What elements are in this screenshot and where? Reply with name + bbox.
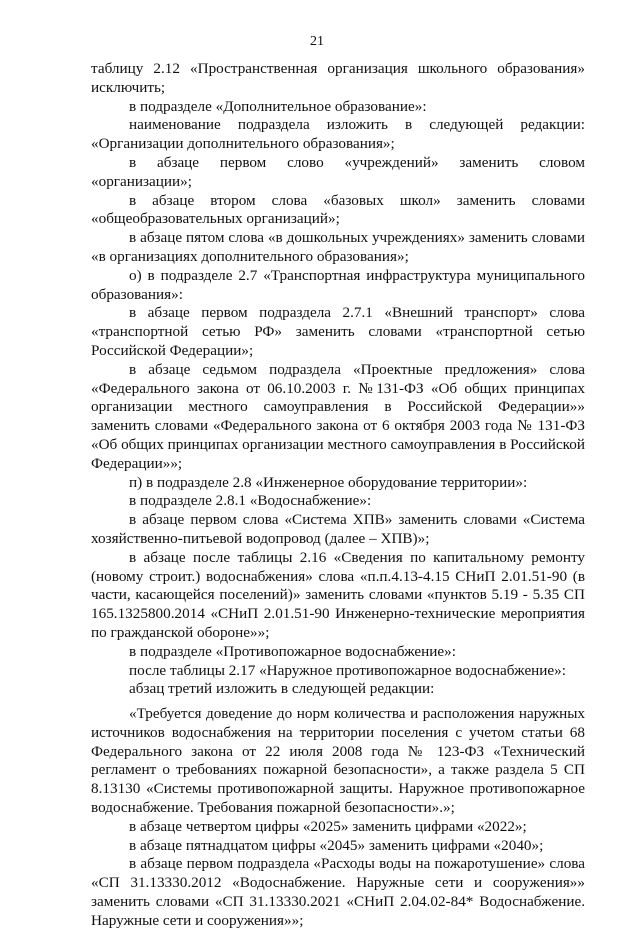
paragraph-quoted-requirement: «Требуется доведение до норм количества и расположения наружных источников водоснабжения на территории поселения с учетом статьи 68 Федерального закона от 22 июля 2008 года № 123-ФЗ «Технический регламент о требованиях пожарной безопасности», а также раздела 5 СП 8.13130 «Системы противопожарной защиты. Наружное противопожарное водоснабжение. Требования пожарной безопасности».»; xyxy=(91,705,585,817)
page-number: 21 xyxy=(310,34,324,49)
paragraph-fifteenth-abzac: в абзаце пятнадцатом цифры «2045» заменить цифрами «2040»; xyxy=(129,836,544,854)
paragraph-third-abzac: абзац третий изложить в следующей редакции: xyxy=(129,680,435,698)
paragraph-seventh-abzac: в абзаце седьмом подраздела «Проектные предложения» слова «Федерального закона от 06.10.2003 г. №131-ФЗ «Об общих принципах организации местного самоуправления в Российской Федерации»» заменить словами «Федерального закона от 6 октября 2003 года № 131-ФЗ «Об общих принципах организации местного самоуправления в Российской Федерации»»; xyxy=(91,360,586,472)
paragraph-item-o: о) в подразделе 2.7 «Транспортная инфраструктура муниципального образования»: xyxy=(91,266,585,303)
document-body xyxy=(91,60,585,931)
paragraph-water-consumption: в абзаце первом подраздела «Расходы воды на пожаротушение» слова «СП 31.13330.2012 «Водоснабжение. Наружные сети и сооружения»» заменить словами «СП 31.13330.2021 «СНиП 2.04.02-84* Водоснабжение. Наружные сети и сооружения»»; xyxy=(91,855,585,929)
paragraph-fire-water: в подразделе «Противопожарное водоснабжение»: xyxy=(129,642,456,660)
paragraph-second-abzac: в абзаце втором слова «базовых школ» заменить словами «общеобразовательных организаций»; xyxy=(91,191,585,228)
paragraph-first-abzac: в абзаце первом слово «учреждений» заменить словом «организации»; xyxy=(91,153,585,190)
paragraph-2-8-1: в подразделе 2.8.1 «Водоснабжение»: xyxy=(129,492,372,510)
paragraph-fifth-abzac: в абзаце пятом слова «в дошкольных учреждениях» заменить словами «в организациях дополнительного образования»; xyxy=(91,229,585,265)
paragraph-subsection-name: наименование подраздела изложить в следующей редакции: «Организации дополнительного образования»; xyxy=(91,116,585,153)
paragraph-item-p: п) в подразделе 2.8 «Инженерное оборудование территории»: xyxy=(129,473,528,491)
paragraph-table-2-17: после таблицы 2.17 «Наружное противопожарное водоснабжение»: xyxy=(129,661,566,679)
paragraph-fourth-abzac: в абзаце четвертом цифры «2025» заменить цифрами «2022»; xyxy=(129,817,527,835)
paragraph-additional-education: в подразделе «Дополнительное образование»: xyxy=(129,97,427,115)
paragraph-table-2-12: таблицу 2.12 «Пространственная организация школьного образования» исключить; xyxy=(91,60,585,96)
paragraph-hpv: в абзаце первом слова «Система ХПВ» заменить словами «Система хозяйственно-питьевой водопровод (далее – ХПВ)»; xyxy=(91,511,585,547)
paragraph-2-7-1: в абзаце первом подраздела 2.7.1 «Внешний транспорт» слова «транспортной сетью РФ» заменить словами «транспортной сетью Российской Федерации»; xyxy=(91,304,585,359)
paragraph-table-2-16: в абзаце после таблицы 2.16 «Сведения по капитальному ремонту (новому строит.) водоснабжения» слова «п.п.4.13-4.15 СНиП 2.01.51-90 (в части, касающейся поселений)» заменить словами «пунктов 5.19 - 5.35 СП 165.1325800.2014 «СНиП 2.01.51-90 Инженерно-технические мероприятия по гражданской обороне»»; xyxy=(91,548,585,641)
